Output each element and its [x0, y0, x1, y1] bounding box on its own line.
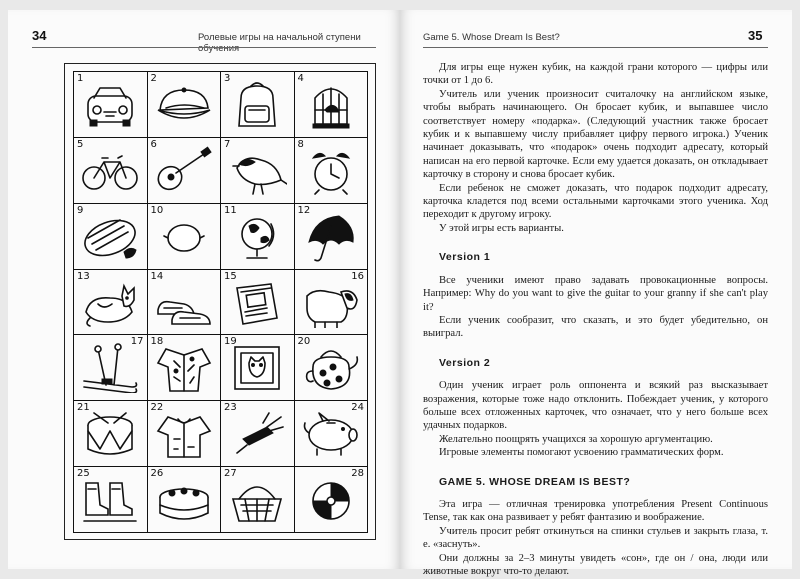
picture-card: [295, 72, 369, 138]
picture-card: [221, 138, 295, 204]
picture-card: [221, 401, 295, 467]
page-number-left: 34: [32, 28, 47, 43]
header-rule-left: [32, 47, 376, 48]
card-number: 26: [150, 468, 164, 480]
picture-card: [295, 401, 369, 467]
card-number: 5: [77, 138, 84, 150]
running-head-left: Ролевые игры на начальной ступени обучения: [198, 32, 361, 54]
card-number: 11: [224, 204, 237, 216]
paragraph: Если ребенок не сможет доказать, что подарок подходит адресату, карточка кладется под всеми остальными карточками этого ученика. Ход переходит к другому игроку.: [423, 182, 768, 221]
kimono-icon: [154, 343, 214, 393]
card-number: 17: [130, 336, 144, 348]
ball-icon: [301, 475, 361, 525]
paragraph: Желательно поощрять учащихся за хорошую аргументацию.: [439, 433, 713, 445]
card-number: 2: [150, 73, 157, 84]
picture-card: [148, 72, 222, 138]
globe-icon: [227, 212, 287, 262]
skis-icon: [80, 343, 140, 393]
paragraph: Эта игра — отличная тренировка употребления Present Continuous Tense, так как она развивает у ребят фантазию и воображение.: [423, 498, 768, 524]
picture-card: [295, 138, 369, 204]
card-number: 15: [224, 270, 237, 282]
picture-card-grid: [73, 71, 368, 533]
running-head-right: Game 5. Whose Dream Is Best?: [423, 32, 560, 43]
paragraph: Все ученики имеют право задавать провокационные вопросы. Например: Why do you want to give the guitar to your granny if she can't play it?: [423, 274, 768, 313]
card-number: 14: [150, 270, 164, 282]
picture-card: [74, 72, 148, 138]
heading-game-5: GAME 5. WHOSE DREAM IS BEST?: [439, 475, 631, 488]
paragraph: Они должны за 2–3 минуты увидеть «сон», где он / она, люди или животные вокруг что-то делают.: [423, 552, 768, 577]
card-number: 18: [150, 336, 164, 348]
shoes-icon: [154, 278, 214, 328]
paragraph: Для игры еще нужен кубик, на каждой грани которого — цифры или точки от 1 до 6.: [423, 62, 768, 87]
picture-card: [148, 335, 222, 401]
cat-icon: [80, 278, 140, 328]
cap-icon: [154, 80, 214, 130]
paragraph: Если ученик сообразит, что сказать, и это будет убедительно, он выиграл.: [423, 314, 768, 340]
paragraph: Один ученик играет роль оппонента и всякий раз высказывает возражения, которые тоже надо отклонить. Побеждает ученик, у которого больше всех отложенных карточек, что означает, что у него больше всех удачных подарков.: [423, 380, 768, 432]
card-number: 8: [297, 138, 304, 150]
picture-card: [295, 335, 369, 401]
card-number: 6: [150, 138, 157, 150]
picture-card: [74, 204, 148, 270]
picture-card: [74, 335, 148, 401]
card-number: 9: [77, 204, 84, 216]
picture-card: [74, 138, 148, 204]
card-number: 20: [297, 336, 311, 348]
picture-card: [221, 204, 295, 270]
card-number: 4: [297, 73, 304, 84]
shirt-icon: [154, 409, 214, 459]
birdcage-icon: [301, 80, 361, 130]
picture-card: [148, 204, 222, 270]
picture-card: [221, 467, 295, 533]
piggy-bank-icon: [301, 409, 361, 459]
card-number: 3: [224, 73, 231, 84]
body-text: [423, 61, 768, 578]
picture-card: [148, 138, 222, 204]
left-page: [8, 10, 400, 569]
header-rule-right: [423, 47, 768, 48]
picture-card: [148, 270, 222, 336]
guitar-icon: [154, 146, 214, 196]
alarm-clock-icon: [301, 146, 361, 196]
picture-card: [221, 270, 295, 336]
paragraph: Учитель просит ребят откинуться на спинки стульев и закрыть глаза, т. е. «заснуть».: [423, 525, 768, 551]
picture-card: [148, 467, 222, 533]
card-number: 23: [224, 402, 237, 414]
picture-card-frame: [64, 63, 376, 540]
basket-icon: [227, 475, 287, 525]
page-number-right: 35: [748, 28, 763, 43]
sleeping-bag-icon: [80, 212, 140, 262]
picture-card: [295, 204, 369, 270]
paragraph: Учитель или ученик произносит считалочку на английском языке, чтобы выбрать начинающего. Он бросает кубик, и выпавшее число соответствует номеру «подарка». (Следующий участник также бросает кубик и к выпавшему числу прибавляет цифру первого игрока.) Ученик начинает доказывать, что «подарок» очень подходит адресату, который написан на его первой карточке. Если ему удается доказать, он откладывает карточку в сторону и снова бросает кубик.: [423, 88, 768, 181]
bicycle-icon: [80, 146, 140, 196]
card-number: 27: [224, 468, 237, 480]
cat-picture-icon: [227, 343, 287, 393]
skates-icon: [80, 475, 140, 525]
lemon-icon: [154, 212, 214, 262]
backpack-icon: [227, 80, 287, 130]
heading-version-1: Version 1: [439, 251, 491, 264]
pocket-knife-icon: [227, 409, 287, 459]
card-number: 25: [77, 468, 90, 480]
picture-card: [221, 335, 295, 401]
card-number: 7: [224, 138, 231, 150]
card-number: 13: [77, 270, 90, 282]
drum-icon: [80, 409, 140, 459]
bird-icon: [227, 146, 287, 196]
paragraph: У этой игры есть варианты.: [439, 222, 564, 234]
picture-card: [74, 401, 148, 467]
picture-card: [221, 72, 295, 138]
book-icon: [227, 278, 287, 328]
card-number: 16: [351, 270, 364, 282]
cake-icon: [154, 475, 214, 525]
card-number: 21: [77, 402, 90, 414]
card-number: 10: [150, 204, 164, 216]
umbrella-icon: [301, 212, 361, 262]
card-number: 1: [77, 73, 84, 84]
picture-card: [295, 270, 369, 336]
card-number: 19: [224, 336, 237, 348]
right-page: [400, 10, 792, 577]
car-icon: [80, 80, 140, 130]
picture-card: [74, 467, 148, 533]
teapot-icon: [301, 343, 361, 393]
picture-card: [148, 401, 222, 467]
card-number: 24: [351, 402, 364, 414]
card-number: 12: [297, 204, 311, 216]
card-number: 22: [150, 402, 164, 414]
dog-icon: [301, 278, 361, 328]
picture-card: [295, 467, 369, 533]
card-number: 28: [351, 468, 364, 480]
paragraph: Игровые элементы помогают усвоению грамматических форм.: [439, 447, 724, 459]
picture-card: [74, 270, 148, 336]
heading-version-2: Version 2: [439, 356, 491, 369]
